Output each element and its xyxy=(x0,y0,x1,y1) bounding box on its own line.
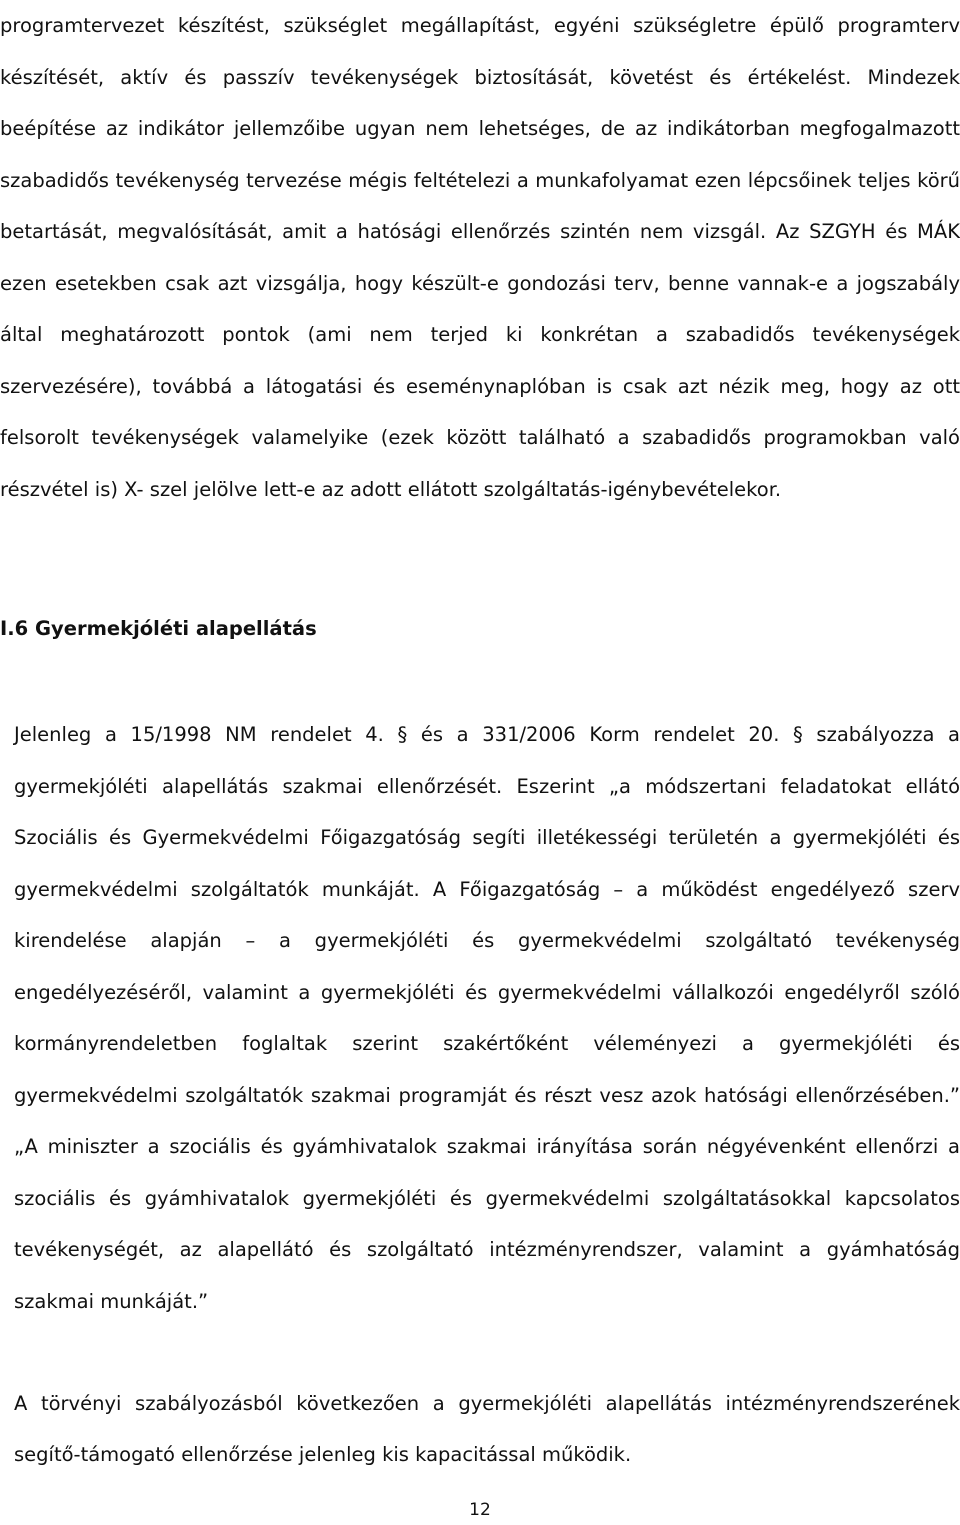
body-paragraph xyxy=(14,1378,960,1480)
body-paragraph xyxy=(0,0,960,515)
body-paragraph xyxy=(14,709,960,1327)
paragraph-text: Jelenleg a 15/1998 NM rendelet 4. § és a 331/2006 Korm rendelet 20. § szabályozza a gyermekjóléti alapellátás szakmai ellenőrzését. Eszerint „a módszertani feladatokat ellátó Szociális és Gyermekvédelmi Főigazgatóság segíti illetékességi területén a gyermekjóléti és gyermekvédelmi szolgáltatók munkáját. A Főigazgatóság – a működést engedélyező szerv kirendelése alapján – a gyermekjóléti és gyermekvédelmi szolgáltató tevékenység engedélyezéséről, valamint a gyermekjóléti és gyermekvédelmi vállalkozói engedélyről szóló kormányrendeletben foglaltak szerint szakértőként véleményezi a gyermekjóléti és gyermekvédelmi szolgáltatók szakmai programját és részt vesz azok hatósági ellenőrzésében.” „A miniszter a szociális és gyámhivatalok szakmai irányítása során négyévenként ellenőrzi a szociális és gyámhivatalok gyermekjóléti és gyermekvédelmi szolgáltatásokkal kapcsolatos tevékenységét, az alapellátó és szolgáltató intézményrendszer, valamint a gyámhatóság szakmai munkáját.” xyxy=(14,723,960,1313)
paragraph-text: programtervezet készítést, szükséglet megállapítást, egyéni szükségletre épülő programterv készítését, aktív és passzív tevékenységek biztosítását, követést és értékelést. Mindezek beépítése az indikátor jellemzőibe ugyan nem lehetséges, de az indikátorban megfogalmazott szabadidős tevékenység tervezése mégis feltételezi a munkafolyamat ezen lépcsőinek teljes körű betartását, megvalósítását, amit a hatósági ellenőrzés szintén nem vizsgál. Az SZGYH és MÁK ezen esetekben csak azt vizsgálja, hogy készült-e gondozási terv, benne vannak-e a jogszabály által meghatározott pontok (ami nem terjed ki konkrétan a szabadidős tevékenységek szervezésére), továbbá a látogatási és eseménynaplóban is csak azt nézik meg, hogy az ott felsorolt tevékenységek valamelyike (ezek között található a szabadidős programokban való részvétel is) X- szel jelölve lett-e az adott ellátott szolgáltatás-igénybevételekor. xyxy=(0,14,960,501)
page-number: 12 xyxy=(469,1500,491,1520)
paragraph-text: A törvényi szabályozásból következően a gyermekjóléti alapellátás intézményrendszerének segítő-támogató ellenőrzése jelenleg kis kapacitással működik. xyxy=(14,1392,960,1466)
section-heading: I.6 Gyermekjóléti alapellátás xyxy=(0,617,317,640)
